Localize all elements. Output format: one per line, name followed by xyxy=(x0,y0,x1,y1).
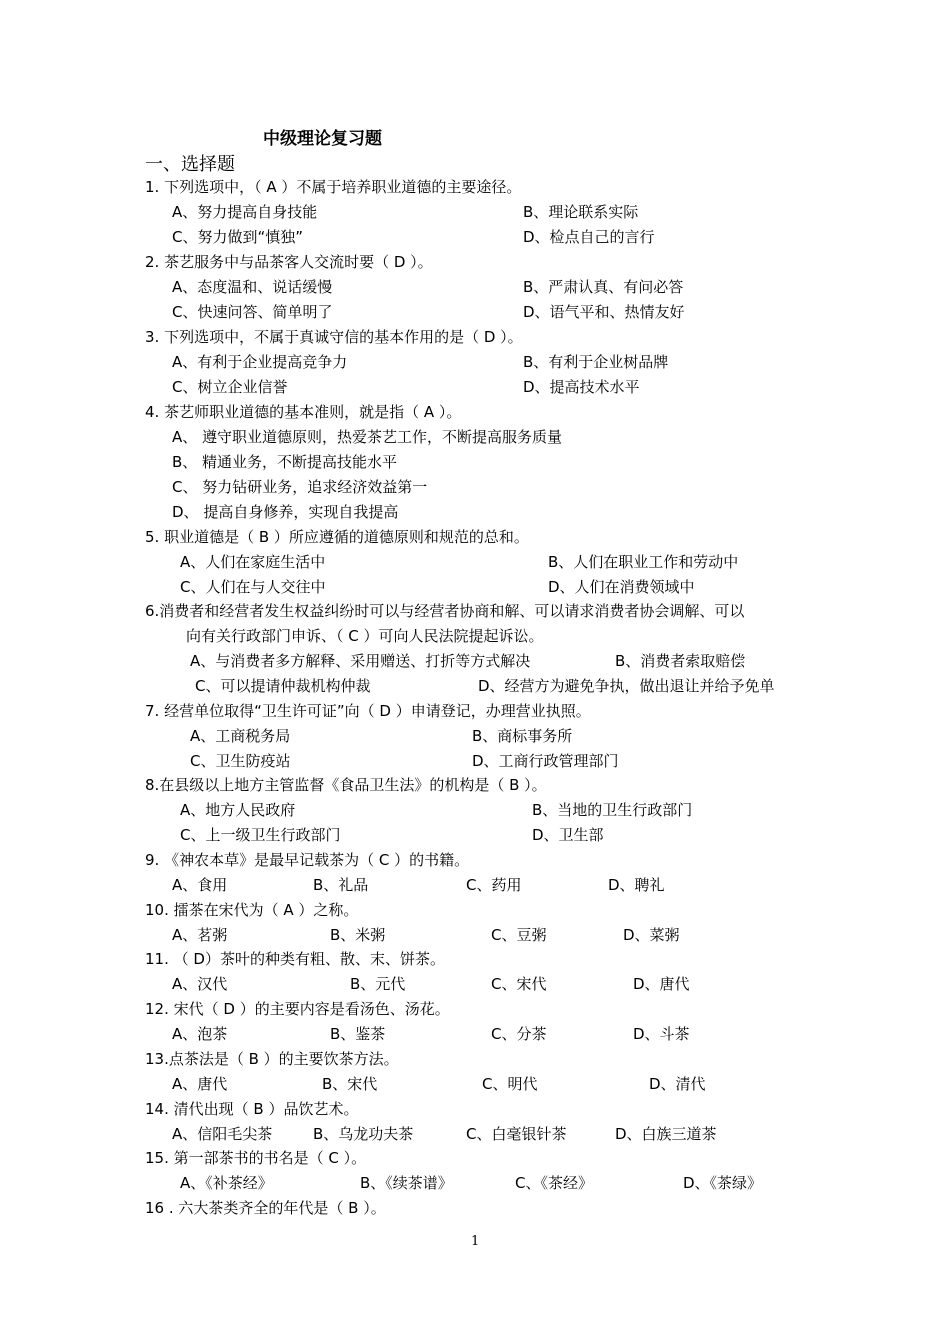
page-number: 1 xyxy=(471,1234,480,1249)
question-stem: 3. 下列选项中，不属于真诚守信的基本作用的是（ D ）。 xyxy=(145,328,523,346)
answer-option: A、人们在家庭生活中 xyxy=(180,553,326,571)
answer-option: C、快速问答、简单明了 xyxy=(172,303,333,321)
question-stem-continued: 向有关行政部门申诉、（ C ）可向人民法院提起诉讼。 xyxy=(186,627,544,645)
answer-option: C、药用 xyxy=(466,876,522,894)
answer-option: A、泡茶 xyxy=(172,1025,228,1043)
question-stem: 2. 茶艺服务中与品茶客人交流时要（ D ）。 xyxy=(145,253,433,271)
answer-option: C、明代 xyxy=(482,1075,538,1093)
question-stem: 10. 擂茶在宋代为（ A ）之称。 xyxy=(145,901,359,919)
answer-option: C、树立企业信誉 xyxy=(172,378,288,396)
answer-option: D、《茶绿》 xyxy=(683,1174,763,1192)
question-stem: 13.点茶法是（ B ）的主要饮茶方法。 xyxy=(145,1050,399,1068)
answer-option: A、唐代 xyxy=(172,1075,228,1093)
answer-option: C、《茶经》 xyxy=(515,1174,593,1192)
question-stem: 5. 职业道德是（ B ）所应遵循的道德原则和规范的总和。 xyxy=(145,528,529,546)
answer-option: C、分茶 xyxy=(491,1025,547,1043)
answer-option: D、经营方为避免争执，做出退让并给予免单 xyxy=(478,677,775,695)
answer-option: A、信阳毛尖茶 xyxy=(172,1125,273,1143)
answer-option: A、汉代 xyxy=(172,975,228,993)
question-stem: 16 . 六大茶类齐全的年代是（ B ）。 xyxy=(145,1199,386,1217)
answer-option: A、茗粥 xyxy=(172,926,228,944)
answer-option: B、消费者索取赔偿 xyxy=(615,652,746,670)
answer-option: C、努力做到“慎独” xyxy=(172,228,304,246)
answer-option: D、白族三道茶 xyxy=(615,1125,717,1143)
answer-option: D、斗茶 xyxy=(633,1025,690,1043)
answer-option: D、检点自己的言行 xyxy=(523,228,655,246)
answer-option: D、卫生部 xyxy=(532,826,604,844)
question-stem: 4. 茶艺师职业道德的基本准则，就是指（ A ）。 xyxy=(145,403,462,421)
answer-option: C、豆粥 xyxy=(491,926,547,944)
answer-option: A、食用 xyxy=(172,876,228,894)
question-stem: 8.在县级以上地方主管监督《食品卫生法》的机构是（ B ）。 xyxy=(145,776,547,794)
question-stem: 14. 清代出现（ B ）品饮艺术。 xyxy=(145,1100,359,1118)
answer-option: D、菜粥 xyxy=(623,926,680,944)
answer-option: C、人们在与人交往中 xyxy=(180,578,326,596)
question-stem: 15. 第一部茶书的书名是（ C ）。 xyxy=(145,1149,367,1167)
answer-option: A、态度温和、说话缓慢 xyxy=(172,278,333,296)
answer-option: B、鉴茶 xyxy=(330,1025,386,1043)
answer-option: B、 精通业务，不断提高技能水平 xyxy=(172,453,398,471)
answer-option: B、商标事务所 xyxy=(472,727,573,745)
question-stem: 6.消费者和经营者发生权益纠纷时可以与经营者协商和解、可以请求消费者协会调解、可以 xyxy=(145,602,745,620)
answer-option: C、卫生防疫站 xyxy=(190,752,291,770)
answer-option: B、礼品 xyxy=(313,876,369,894)
question-stem: 12. 宋代（ D ）的主要内容是看汤色、汤花。 xyxy=(145,1000,450,1018)
answer-option: B、理论联系实际 xyxy=(523,203,639,221)
answer-option: D、工商行政管理部门 xyxy=(472,752,619,770)
answer-option: B、当地的卫生行政部门 xyxy=(532,801,693,819)
answer-option: B、《续茶谱》 xyxy=(360,1174,453,1192)
question-stem: 9. 《神农本草》是最早记载茶为（ C ）的书籍。 xyxy=(145,851,470,869)
question-stem: 11. （ D）茶叶的种类有粗、散、末、饼茶。 xyxy=(145,950,445,968)
answer-option: C、 努力钻研业务，追求经济效益第一 xyxy=(172,478,428,496)
answer-option: A、有利于企业提高竞争力 xyxy=(172,353,348,371)
section-heading: 一、选择题 xyxy=(145,154,235,175)
answer-option: D、语气平和、热情友好 xyxy=(523,303,685,321)
answer-option: A、 遵守职业道德原则，热爱茶艺工作，不断提高服务质量 xyxy=(172,428,563,446)
answer-option: A、地方人民政府 xyxy=(180,801,296,819)
answer-option: C、宋代 xyxy=(491,975,547,993)
answer-option: B、有利于企业树品牌 xyxy=(523,353,669,371)
answer-option: C、可以提请仲裁机构仲裁 xyxy=(195,677,371,695)
answer-option: D、提高技术水平 xyxy=(523,378,640,396)
answer-option: B、米粥 xyxy=(330,926,386,944)
answer-option: B、元代 xyxy=(350,975,406,993)
answer-option: A、《补茶经》 xyxy=(180,1174,273,1192)
answer-option: D、清代 xyxy=(649,1075,706,1093)
answer-option: D、聘礼 xyxy=(608,876,665,894)
answer-option: D、唐代 xyxy=(633,975,690,993)
answer-option: A、努力提高自身技能 xyxy=(172,203,318,221)
answer-option: A、与消费者多方解释、采用赠送、打折等方式解决 xyxy=(190,652,531,670)
answer-option: D、 提高自身修养，实现自我提高 xyxy=(172,503,399,521)
document-title: 中级理论复习题 xyxy=(263,129,382,149)
answer-option: C、白毫银针茶 xyxy=(466,1125,567,1143)
answer-option: B、宋代 xyxy=(322,1075,378,1093)
answer-option: C、上一级卫生行政部门 xyxy=(180,826,341,844)
answer-option: B、乌龙功夫茶 xyxy=(313,1125,414,1143)
question-stem: 1. 下列选项中，（ A ）不属于培养职业道德的主要途径。 xyxy=(145,178,522,196)
answer-option: D、人们在消费领域中 xyxy=(548,578,695,596)
answer-option: B、严肃认真、有问必答 xyxy=(523,278,684,296)
answer-option: A、工商税务局 xyxy=(190,727,291,745)
answer-option: B、人们在职业工作和劳动中 xyxy=(548,553,739,571)
question-stem: 7. 经营单位取得“卫生许可证”向（ D ）申请登记，办理营业执照。 xyxy=(145,702,591,720)
